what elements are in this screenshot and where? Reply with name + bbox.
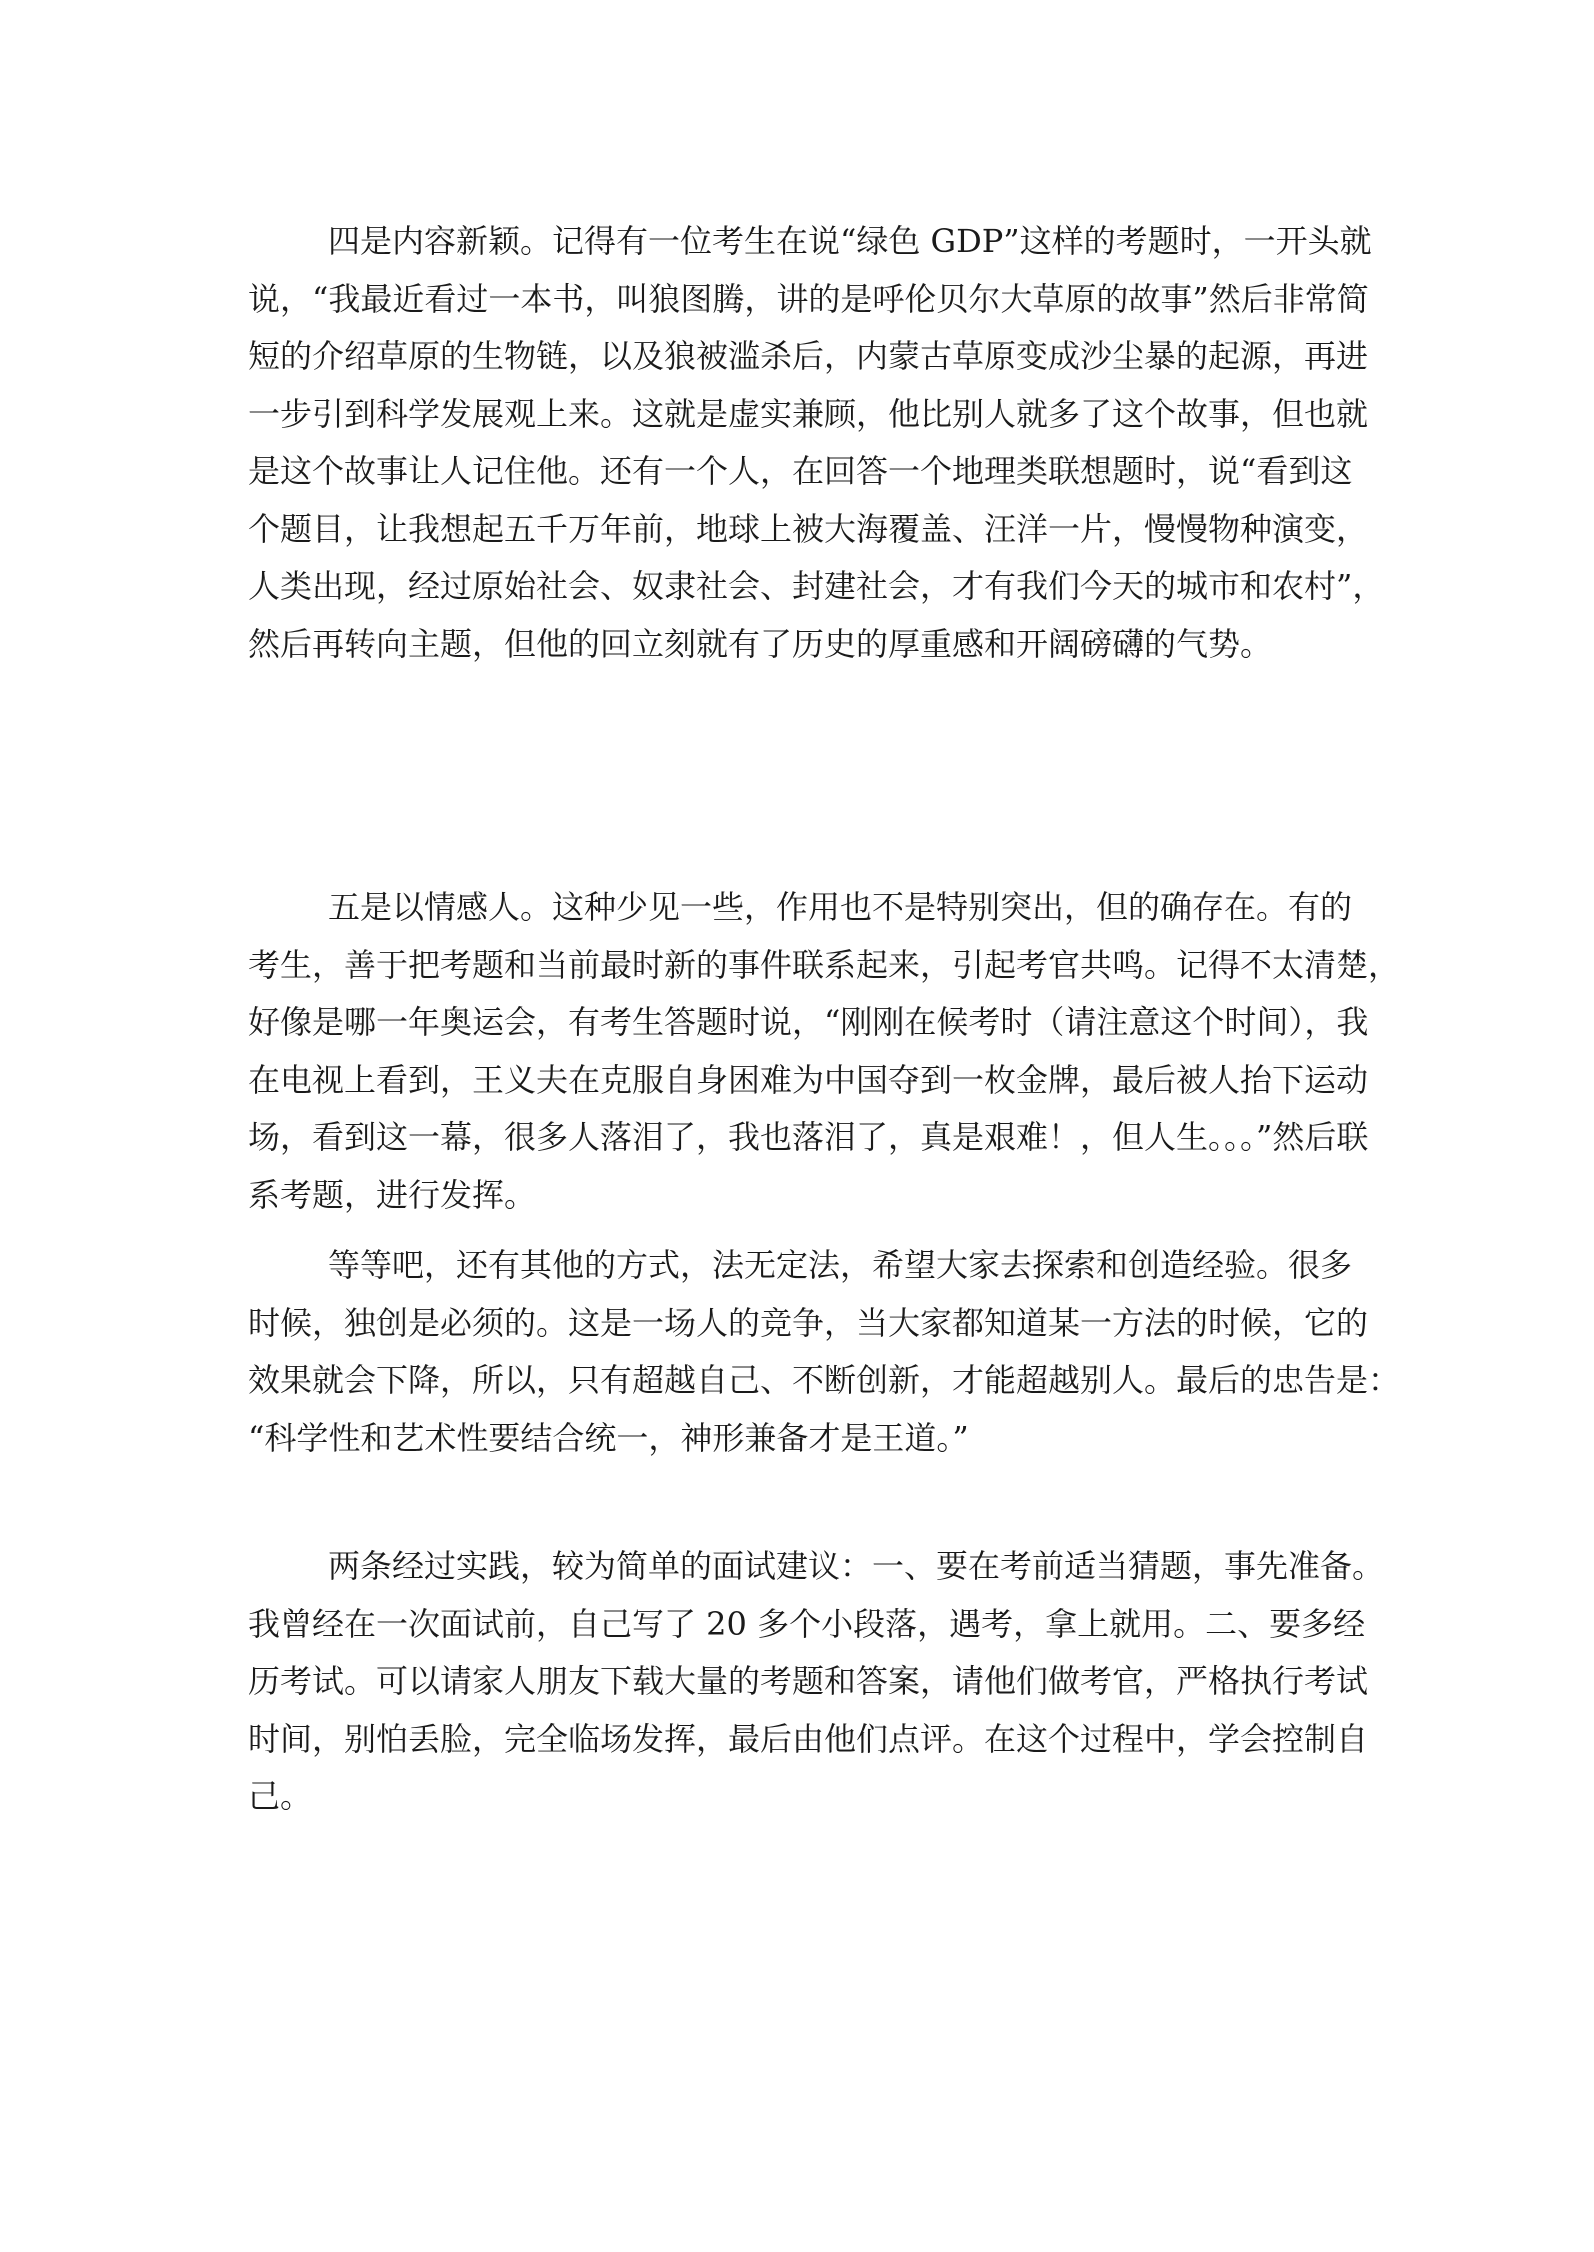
text-line: 历考试。可以请家人朋友下载大量的考题和答案，请他们做考官，严格执行考试	[248, 1662, 1369, 1700]
text-line: 己。	[248, 1777, 313, 1815]
text-line: 说，“我最近看过一本书，叫狼图腾，讲的是呼伦贝尔大草原的故事”然后非常简	[248, 279, 1369, 318]
text-line: 人类出现，经过原始社会、奴隶社会、封建社会，才有我们今天的城市和农村”，	[248, 567, 1385, 605]
text-line: 考生，善于把考题和当前最时新的事件联系起来，引起考官共鸣。记得不太清楚，	[248, 945, 1401, 984]
text-line: 系考题，进行发挥。	[248, 1175, 537, 1214]
text-line: 个题目，让我想起五千万年前，地球上被大海覆盖、汪洋一片，慢慢物种演变，	[248, 509, 1369, 548]
paragraph-content-novelty	[248, 213, 1385, 673]
text-line: 时间，别怕丢脸，完全临场发挥，最后由他们点评。在这个过程中，学会控制自	[248, 1719, 1369, 1758]
text-line: 好像是哪一年奥运会，有考生答题时说，“刚刚在候考时（请注意这个时间），我	[248, 1003, 1369, 1041]
text-line: “科学性和艺术性要结合统一，神形兼备才是王道。”	[248, 1418, 969, 1457]
text-line: 然后再转向主题，但他的回立刻就有了历史的厚重感和开阔磅礴的气势。	[248, 624, 1273, 663]
text-line: 一步引到科学发展观上来。这就是虚实兼顾，他比别人就多了这个故事，但也就	[248, 394, 1369, 433]
paragraph-other-methods	[248, 1237, 1401, 1467]
text-line: 四是内容新颖。记得有一位考生在说“绿色 GDP”这样的考题时，一开头就	[328, 222, 1372, 260]
paragraph-interview-advice	[248, 1538, 1385, 1826]
paragraph-emotion	[248, 879, 1401, 1224]
text-line: 是这个故事让人记住他。还有一个人，在回答一个地理类联想题时，说“看到这	[248, 452, 1353, 490]
text-line: 效果就会下降，所以，只有超越自己、不断创新，才能超越别人。最后的忠告是：	[248, 1361, 1401, 1399]
text-line: 时候，独创是必须的。这是一场人的竞争，当大家都知道某一方法的时候，它的	[248, 1303, 1369, 1342]
text-line: 场，看到这一幕，很多人落泪了，我也落泪了，真是艰难！，但人生。。。”然后联	[248, 1118, 1369, 1156]
text-line: 短的介绍草原的生物链，以及狼被滥杀后，内蒙古草原变成沙尘暴的起源，再进	[248, 337, 1369, 375]
text-line: 在电视上看到，王义夫在克服自身困难为中国夺到一枚金牌，最后被人抬下运动	[248, 1060, 1369, 1099]
text-line: 两条经过实践，较为简单的面试建议：一、要在考前适当猜题，事先准备。	[328, 1547, 1385, 1585]
text-line: 五是以情感人。这种少见一些，作用也不是特别突出，但的确存在。有的	[328, 888, 1353, 926]
text-line: 等等吧，还有其他的方式，法无定法，希望大家去探索和创造经验。很多	[328, 1246, 1353, 1284]
text-line: 我曾经在一次面试前，自己写了 20 多个小段落，遇考，拿上就用。二、要多经	[248, 1604, 1366, 1643]
